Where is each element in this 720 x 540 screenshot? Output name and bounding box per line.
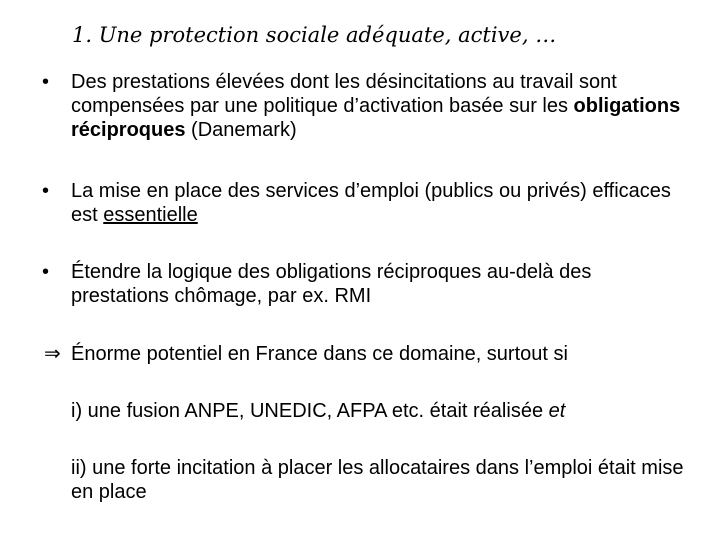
- slide-title: 1. Une protection sociale adéquate, active, …: [72, 23, 557, 47]
- condition-text: ii) une forte incitation à placer les allocataires dans l’emploi était mise en place: [71, 457, 684, 503]
- bullet-item: [42, 260, 682, 308]
- bullet-item: [42, 179, 682, 227]
- implication-text: Énorme potentiel en France dans ce domaine, surtout si: [71, 343, 568, 365]
- implication-line: [44, 342, 694, 366]
- bold-emphasis: obligations réciproques: [71, 95, 681, 141]
- condition-item: [71, 456, 691, 504]
- bullet-marker: •: [42, 261, 50, 283]
- bullet-text-part: Des prestations élevées dont les désincitations au travail sont compensées par une politique d’activation basée sur les: [71, 71, 617, 117]
- bullet-text-part: La mise en place des services d’emploi (publics ou privés) efficaces est: [71, 180, 671, 226]
- bullet-text: Étendre la logique des obligations réciproques au-delà des prestations chômage, par ex. RMI: [71, 261, 592, 307]
- implies-arrow-icon: ⇒: [44, 343, 61, 365]
- bullet-marker: •: [42, 71, 50, 93]
- bullet-text: [71, 70, 682, 142]
- italic-emphasis: et: [548, 400, 566, 422]
- bullet-item: [42, 70, 682, 142]
- bullet-text-part: (Danemark): [185, 119, 297, 141]
- bullet-marker: •: [42, 180, 50, 202]
- condition-item: [71, 399, 691, 423]
- bullet-text: [71, 179, 682, 227]
- underlined-emphasis: essentielle: [103, 204, 198, 226]
- condition-text: i) une fusion ANPE, UNEDIC, AFPA etc. était réalisée: [71, 400, 549, 422]
